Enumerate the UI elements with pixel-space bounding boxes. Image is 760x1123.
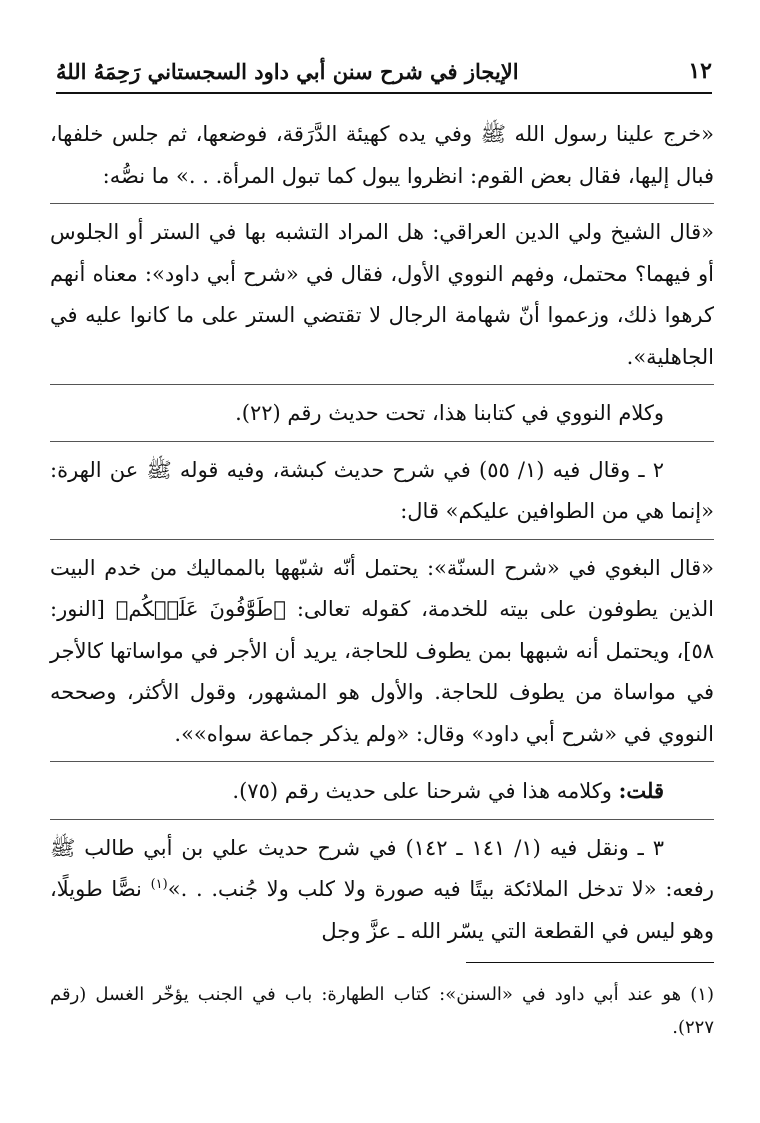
separator <box>50 819 714 820</box>
separator <box>50 761 714 762</box>
paragraph-7 <box>50 828 714 953</box>
running-title: الإيجاز في شرح سنن أبي داود السجستاني رَحِمَهُ اللهُ <box>56 58 519 84</box>
separator <box>50 384 714 385</box>
separator <box>50 539 714 540</box>
paragraph-4: ٢ ـ وقال فيه (١/ ٥٥) في شرح حديث كبشة، وفيه قوله ﷺ عن الهرة: «إنما هي من الطوافين عليكم» قال: <box>50 457 714 523</box>
footnote-divider <box>466 962 714 963</box>
paragraph-7-end: نصًّا طويلًا، وهو ليس في القطعة التي يسّر الله ـ عزَّ وجل <box>50 877 714 943</box>
main-text <box>50 114 714 958</box>
paragraph-7-start: ٣ ـ ونقل فيه (١/ ١٤١ ـ ١٤٢) في شرح حديث علي بن أبي طالب ﷺ رفعه: «لا تدخل الملائكة بيتًا فيه صورة ولا كلب ولا جُنب. . .» <box>50 835 714 901</box>
footnote-reference[interactable]: (١) <box>150 877 168 892</box>
paragraph-1: «خرج علينا رسول الله ﷺ وفي يده كهيئة الدَّرَقة، فوضعها، ثم جلس خلفها، فبال إليها، فقال بعض القوم: انظروا يبول كما تبول المرأة. . .» ما نصُّه: <box>50 122 714 188</box>
footnote-text: هو عند أبي داود في «السنن»: كتاب الطهارة: باب في الجنب يؤخّر الغسل (رقم ٢٢٧). <box>50 984 714 1038</box>
paragraph-3: وكلام النووي في كتابنا هذا، تحت حديث رقم (٢٢). <box>235 401 664 425</box>
paragraph-5: «قال البغوي في «شرح السنّة»: يحتمل أنّه شبّهها بالمماليك من خدم البيت الذين يطوفون على بيته للخدمة، كقوله تعالى: ﴿طَوَّٰفُونَ عَلَيۡكُم﴾ [النور: ٥٨]، ويحتمل أنه شبهها بمن يطوف للحاجة، يريد أن الأجر في مواساتها كالأجر في مواساة من يطوف للحاجة. والأول هو المشهور، وقول الأكثر، وصححه النووي في «شرح أبي داود» وقال: «ولم يذكر جماعة سواه»». <box>50 555 714 746</box>
note-text: وكلامه هذا في شرحنا على حديث رقم (٧٥). <box>232 779 619 803</box>
note-label: قلت: <box>618 778 664 803</box>
footnote-marker: (١) <box>690 984 714 1005</box>
separator <box>50 441 714 442</box>
paragraph-2: «قال الشيخ ولي الدين العراقي: هل المراد التشبه بها في الستر أو الجلوس أو فيهما؟ محتمل، وفهم النووي الأول، فقال في «شرح أبي داود»: معناه أنهم كرهوا ذلك، وزعموا أنّ شهامة الرجال لا تقتضي الستر على ما كانوا عليه في الجاهلية». <box>50 220 714 369</box>
footnote-1 <box>50 978 714 1044</box>
paragraph-6 <box>50 770 714 813</box>
page-header <box>56 50 712 94</box>
separator <box>50 203 714 204</box>
page-number: ١٢ <box>688 58 712 84</box>
footnotes <box>50 978 714 1044</box>
